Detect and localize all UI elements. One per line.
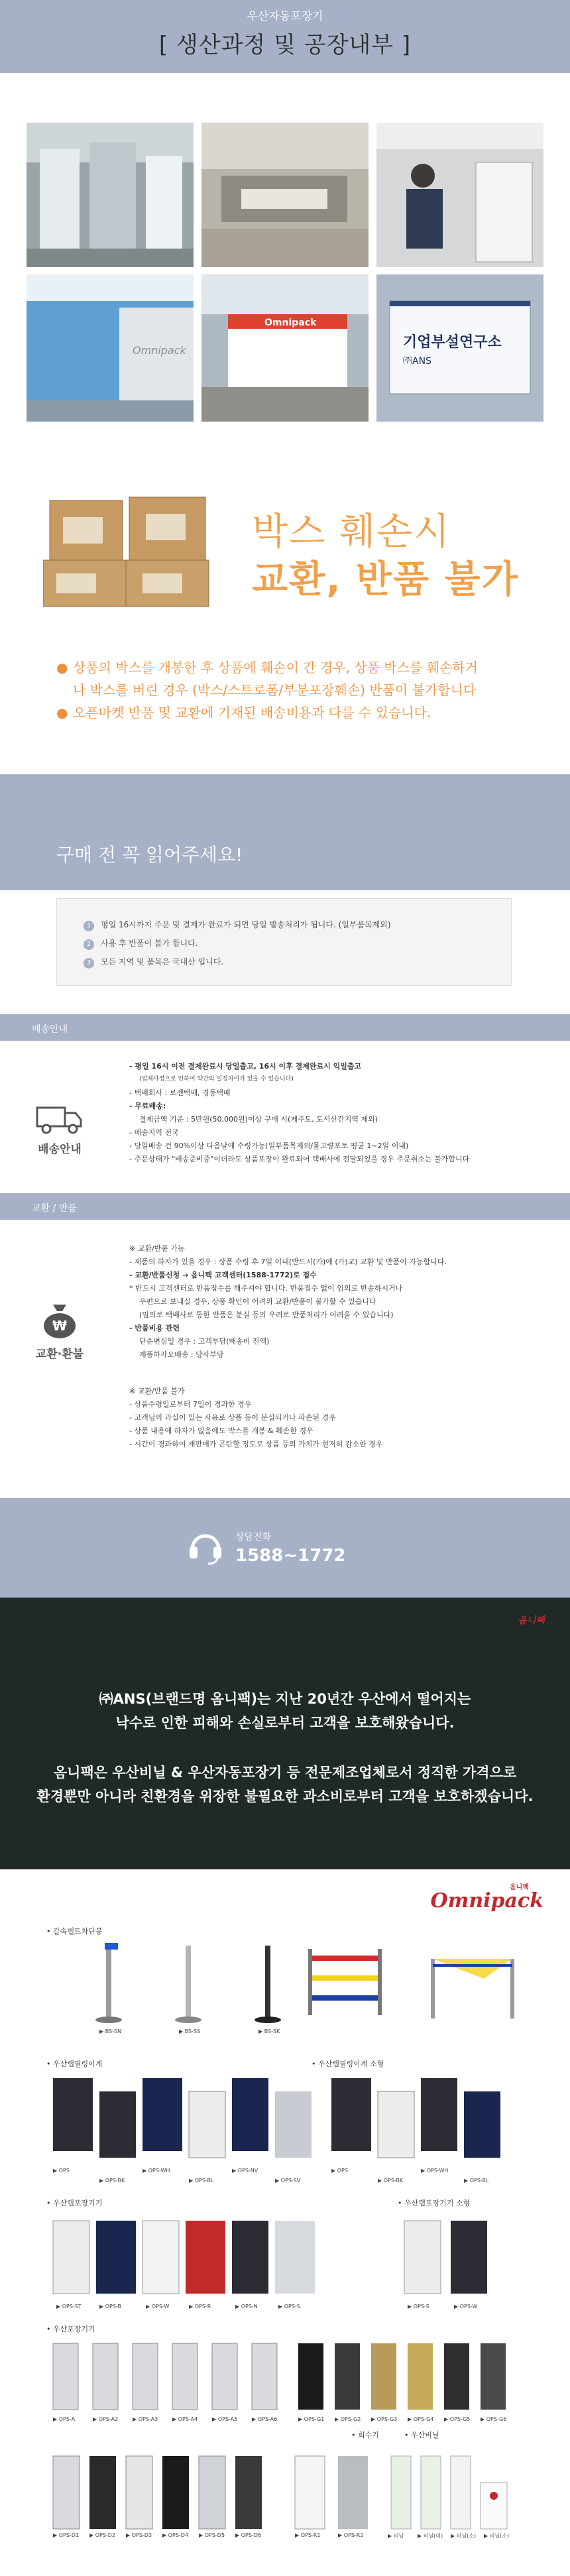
product-label: ▶ OPS-BL [464, 2178, 489, 2184]
product-label: ▶ OPS-B [99, 2304, 121, 2310]
belt-stanchion-group [80, 1939, 543, 2032]
brand-paragraph-line: 낙수로 인한 피해와 손실로부터 고객을 보호해왔습니다. [115, 1715, 455, 1731]
shipping-line: - 평일 16시 이전 결제완료시 당일출고, 16시 이후 결제완료시 익일출고 [129, 1062, 362, 1071]
product-label: ▶ OPS-D3 [126, 2532, 152, 2538]
exchange-line: - 반품비용 관련 [129, 1324, 180, 1332]
product-label: ▶ OPS-SV [275, 2178, 301, 2184]
exchange-line: ※ 교환/반품 불가 [129, 1387, 185, 1395]
product-label: ▶ 비닐(대) [418, 2533, 443, 2539]
box-stack-image [43, 487, 212, 613]
product-label: ▶ OPS-G1 [298, 2416, 325, 2422]
brand-logo-small: 옴니팩 [518, 1615, 545, 1626]
shipping-line: - 당일배송 건 90%이상 다음날에 수령가능(일부품목제외/물고량포토 평균 1~2일 이내) [129, 1142, 409, 1150]
catalog-category: • 회수기 [351, 2431, 379, 2439]
header-title: [ 생산과정 및 공장내부 ] [158, 32, 412, 58]
product-label: ▶ OPS-D1 [53, 2532, 80, 2538]
box-bullet-2: 오픈마켓 반품 및 교환에 기재된 배송비용과 다를 수 있습니다. [73, 705, 431, 721]
money-bag-icon [41, 1299, 78, 1339]
product-label: ▶ OPS-A [53, 2416, 76, 2422]
product-label: ▶ BS-SS [179, 2028, 201, 2034]
product-label: ▶ OPS-N [235, 2304, 258, 2310]
notice-item-2: 2 사용 후 반품이 불가 합니다. [84, 937, 198, 950]
exchange-line: 우편으로 보내실 경우, 상품 확인이 어려워 교환/반품이 불가할 수 있습니다 [139, 1297, 376, 1306]
exchange-line: - 교환/반품신청 → 옵니팩 고객센터(1588-1772)로 접수 [129, 1271, 317, 1279]
bullet-dot: ● [56, 705, 68, 721]
truck-icon [36, 1104, 84, 1134]
product-label: ▶ OPS-BL [189, 2178, 214, 2184]
product-label: ▶ 비닐(소) [451, 2533, 477, 2539]
product-label: ▶ OPS-D4 [162, 2532, 189, 2538]
product-label: ▶ OPS-G4 [408, 2416, 434, 2422]
product-label: ▶ OPS-G2 [335, 2416, 361, 2422]
factory-photo-3 [376, 123, 543, 267]
catalog-category: • 갈속벨트차단봉 [46, 1927, 103, 1936]
box-notice-line1: 박스 훼손시 [252, 510, 451, 554]
product-label: ▶ OPS-ST [56, 2304, 82, 2310]
product-label: ▶ 비닐(소) [484, 2533, 510, 2539]
product-label: ▶ OPS-A3 [133, 2416, 158, 2422]
svg-text:₩: ₩ [52, 1318, 68, 1334]
header-banner [0, 0, 570, 73]
catalog-category: • 우산비닐 [404, 2431, 439, 2439]
box-bullet-1a: 상품의 박스를 개봉한 후 상품에 훼손이 간 경우, 상품 박스를 훼손하거 [73, 660, 478, 675]
exchange-line: (임의로 택배사로 통한 반품은 분실 등의 우려로 반품처리가 어려울 수 있습니다) [139, 1311, 394, 1319]
product-label: ▶ OPS-W [454, 2304, 478, 2310]
shipping-icon-label: 배송안내 [38, 1143, 82, 1156]
brand-paragraph-line: ㈜ANS(브랜드명 옴니팩)는 지난 20년간 우산에서 떨어지는 [99, 1691, 471, 1707]
exchange-line: - 고객님의 과실이 있는 사유로 상품 등이 분실되거나 파손된 경우 [129, 1413, 336, 1422]
shipping-line: (업체사정으로 인하여 약간의 일정차이가 있을 수 있습니다) [139, 1076, 294, 1083]
catalog-category: • 우산포장기기 [46, 2325, 95, 2333]
product-label: ▶ OPS-S [278, 2304, 300, 2310]
product-label: ▶ OPS-S [408, 2304, 429, 2310]
product-label: ▶ OPS-G5 [444, 2416, 471, 2422]
headset-icon [187, 1528, 224, 1565]
brand-paragraph-line: 옴니팩은 우산비닐 & 우산자동포장기 등 전문제조업체로서 정직한 가격으로 [53, 1765, 517, 1781]
exchange-line: 제품하자오배송 : 당사부담 [139, 1350, 224, 1359]
phone-banner [0, 1498, 570, 1598]
product-label: ▶ 비닐 [388, 2533, 404, 2539]
shipping-line: 결제금액 기준 : 5만원(50,000원)이상 구매 시(제주도, 도서산간지역 제외) [139, 1115, 378, 1124]
product-label: ▶ OPS-D6 [235, 2532, 262, 2538]
product-label: ▶ OPS-R2 [338, 2532, 364, 2538]
box-bullet-1b: 나 박스를 버린 경우 (박스/스트로폼/부분포장훼손) 반품이 불가합니다 [73, 682, 477, 698]
catalog-category: • 우산랩필링이계 [46, 2060, 103, 2068]
shipping-line: - 주문상태가 "배송준비중"이더라도 상품포장이 완료되어 택배사에 전달되었을 경우 주문취소는 불가합니다 [129, 1155, 470, 1163]
shipping-icon-block [23, 1104, 96, 1156]
exchange-line: * 반드시 고객센터로 반품접수를 해주셔야 합니다. 반품접수 없이 임의로 반송하시거나 [129, 1284, 403, 1293]
exchange-bar: 교환 / 반품 [0, 1193, 570, 1220]
exchange-line: 단순변심일 경우 : 고객부담(배송비 전액) [139, 1337, 270, 1346]
pack-machine-group [46, 2211, 524, 2310]
product-label: ▶ OPS-G6 [481, 2416, 507, 2422]
exchange-line: - 상품 내용에 하자가 없음에도 박스를 개봉 & 훼손한 경우 [129, 1427, 314, 1435]
box-damage-notice [0, 457, 570, 776]
product-label: ▶ OPS-WH [142, 2168, 170, 2174]
exchange-icon-label: 교환·환불 [35, 1348, 84, 1361]
exchange-line: - 제품의 하자가 있을 경우 : 상품 수령 후 7일 이내(반드시(가)에 (가)교) 교환 및 반품이 가능합니다. [129, 1258, 447, 1266]
product-label: ▶ OPS-W [146, 2304, 170, 2310]
product-label: ▶ OPS-A5 [212, 2416, 238, 2422]
bullet-dot: ● [56, 660, 68, 675]
read-notice-box [56, 898, 512, 986]
catalog-category: • 우산랩필링이계 소형 [312, 2060, 384, 2068]
exchange-line: ※ 교환/반품 가능 [129, 1244, 185, 1253]
svg-text:Omnipack: Omnipack [133, 344, 186, 357]
brand-statement [0, 1598, 570, 1869]
product-label: ▶ BS-SK [258, 2028, 280, 2034]
shipping-bar: 배송안내 [0, 1014, 570, 1041]
factory-photo-4 [27, 274, 194, 422]
catalog-category: • 우산랩포장기기 [46, 2199, 103, 2207]
lab-company-text: ㈜ANS [403, 356, 431, 367]
product-label: ▶ OPS-R [189, 2304, 211, 2310]
phone-label: 상담전화 [235, 1532, 272, 1543]
svg-text:Omnipack: Omnipack [264, 318, 317, 328]
product-label: ▶ OPS-D2 [89, 2532, 116, 2538]
product-label: ▶ OPS-A4 [172, 2416, 198, 2422]
product-label: ▶ OPS-WH [421, 2168, 449, 2174]
catalog-logo: Omnipack [430, 1889, 543, 1912]
factory-photo-1 [27, 123, 194, 267]
factory-photo-6 [376, 274, 543, 422]
product-label: ▶ OPS-D5 [199, 2532, 225, 2538]
product-label: ▶ OPS-A6 [252, 2416, 278, 2422]
exchange-line: - 상품수령일로부터 7일이 경과한 경우 [129, 1400, 252, 1409]
exchange-line: - 시간이 경과하여 재판매가 곤란할 정도로 상품 등의 가치가 현저히 감소한 경우 [129, 1440, 383, 1448]
phone-number[interactable]: 1588~1772 [235, 1546, 346, 1566]
read-before-purchase-banner [0, 774, 570, 890]
catalog-category: • 우산랩포장기기 소형 [398, 2199, 471, 2207]
factory-photo-2 [201, 123, 369, 267]
product-label: ▶ OPS-A2 [93, 2416, 119, 2422]
product-label: ▶ BS-SN [99, 2028, 122, 2034]
wrap-stand-group [46, 2072, 524, 2178]
catalog-logo-top: 옴니팩 [510, 1884, 529, 1891]
shipping-line: - 택배회사 : 로젠택배, 경동택배 [129, 1088, 231, 1097]
product-label: ▶ OPS-R1 [295, 2532, 321, 2538]
notice-item-3: 3 모든 지역 및 품목은 국내산 입니다. [84, 956, 223, 968]
bottom-product-group [46, 2443, 524, 2542]
lab-sign-text: 기업부설연구소 [403, 334, 502, 351]
factory-photo-5 [201, 274, 369, 422]
product-label: ▶ OPS-NV [232, 2168, 258, 2174]
brand-paragraph-line: 환경뿐만 아니라 친환경을 위장한 불필요한 과소비로부터 고객을 보호하겠습니다. [36, 1788, 534, 1804]
shipping-line: - 무료배송: [129, 1102, 166, 1110]
product-label: ▶ OPS-BK [99, 2178, 125, 2184]
product-label: ▶ OPS [331, 2168, 348, 2174]
product-label: ▶ OPS-BK [378, 2178, 404, 2184]
shipping-line: - 배송지역 전국 [129, 1128, 179, 1137]
product-label: ▶ OPS [53, 2168, 70, 2174]
auto-packer-group [46, 2337, 524, 2423]
notice-item-1: 1 평일 16시까지 주문 및 결제가 완료가 되면 당일 발송처리가 됩니다. (일부품목제외) [84, 919, 391, 931]
box-notice-line2: 교환, 반품 불가 [252, 558, 519, 601]
exchange-icon-block [23, 1299, 96, 1361]
header-subtitle: 우산자동포장기 [247, 10, 323, 23]
product-label: ▶ OPS-G3 [371, 2416, 398, 2422]
read-notice-title: 구매 전 꼭 읽어주세요! [56, 844, 243, 866]
